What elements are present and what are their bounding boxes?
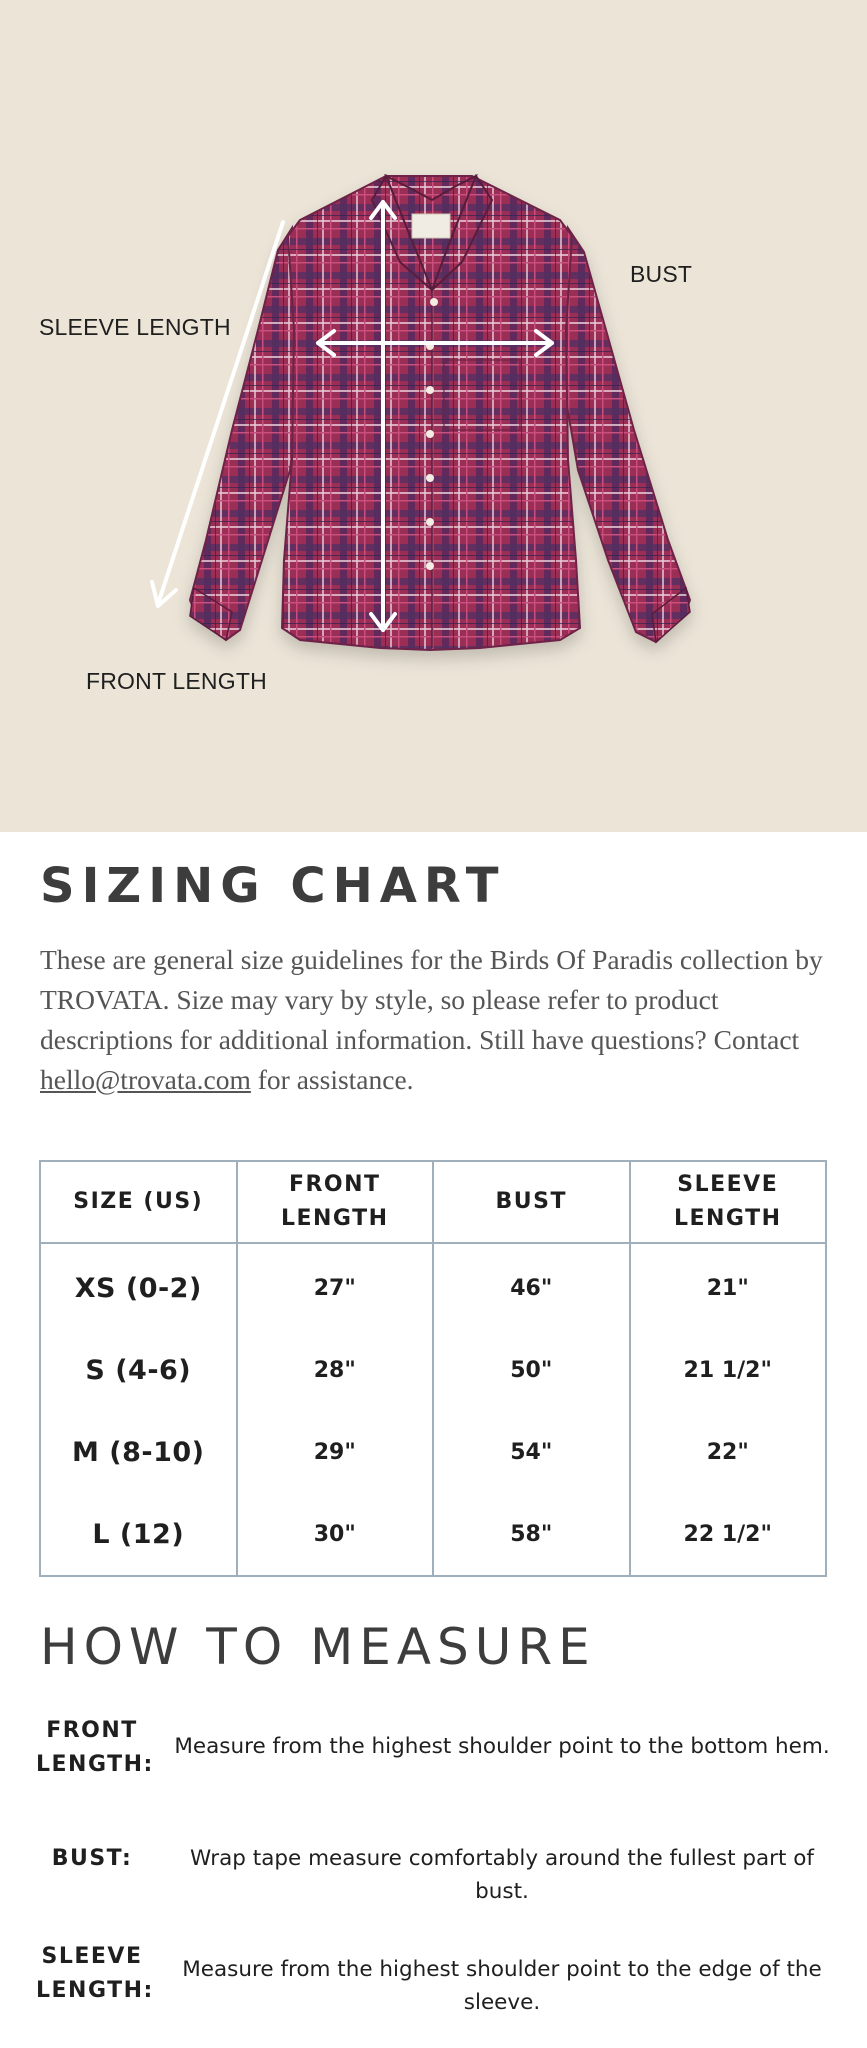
cell-sleeve-length: 21" — [630, 1243, 827, 1329]
hero-image — [0, 0, 867, 832]
cell-size: S (4-6) — [40, 1329, 237, 1411]
sizing-table — [39, 1160, 827, 1577]
intro-text: These are general size guidelines for the Birds Of Paradis collection by TROVATA. Size may vary by style, so please refer to product descriptions for additional information. Still have questions? Contact — [40, 944, 823, 1055]
contact-email-link[interactable]: hello@trovata.com — [40, 1064, 251, 1095]
plaid-shirt-illustration — [0, 0, 867, 832]
measure-label-sleeve-length: SLEEVE LENGTH: — [36, 1944, 154, 2003]
front-length-label: FRONT LENGTH — [86, 668, 267, 694]
cell-front-length: 27" — [237, 1243, 434, 1329]
how-to-measure-title: HOW TO MEASURE — [40, 1618, 596, 1676]
measure-text-bust: Wrap tape measure comfortably around the fullest part of bust. — [189, 1846, 814, 1904]
cell-front-length: 30" — [237, 1493, 434, 1576]
cell-bust: 46" — [433, 1243, 630, 1329]
cell-bust: 58" — [433, 1493, 630, 1576]
cell-bust: 50" — [433, 1329, 630, 1411]
cell-sleeve-length: 22 1/2" — [630, 1493, 827, 1576]
cell-sleeve-length: 22" — [630, 1411, 827, 1493]
table-row — [40, 1329, 826, 1411]
measure-label-bust: BUST: — [51, 1846, 133, 1871]
intro-text-end: for assistance. — [250, 1064, 414, 1095]
cell-size: L (12) — [40, 1493, 237, 1576]
table-row — [40, 1493, 826, 1576]
table-header-row — [40, 1161, 826, 1243]
cell-size: XS (0-2) — [40, 1243, 237, 1329]
table-row — [40, 1411, 826, 1493]
table-row — [40, 1243, 826, 1329]
header-front-length: FRONT LENGTH — [237, 1161, 434, 1243]
measure-text-front-length: Measure from the highest shoulder point to the bottom hem. — [174, 1734, 830, 1759]
sizing-chart-title: SIZING CHART — [40, 858, 506, 914]
sleeve-length-label: SLEEVE LENGTH — [39, 314, 231, 340]
cell-bust: 54" — [433, 1411, 630, 1493]
header-bust: BUST — [433, 1161, 630, 1243]
measure-text-sleeve-length: Measure from the highest shoulder point to the edge of the sleeve. — [182, 1957, 822, 2015]
header-size: SIZE (US) — [40, 1161, 237, 1243]
cell-size: M (8-10) — [40, 1411, 237, 1493]
cell-front-length: 29" — [237, 1411, 434, 1493]
bust-label: BUST — [630, 261, 693, 287]
cell-sleeve-length: 21 1/2" — [630, 1329, 827, 1411]
intro-paragraph — [40, 940, 840, 1100]
measure-label-front-length: FRONT LENGTH: — [36, 1718, 154, 1777]
cell-front-length: 28" — [237, 1329, 434, 1411]
header-sleeve-length: SLEEVE LENGTH — [630, 1161, 827, 1243]
